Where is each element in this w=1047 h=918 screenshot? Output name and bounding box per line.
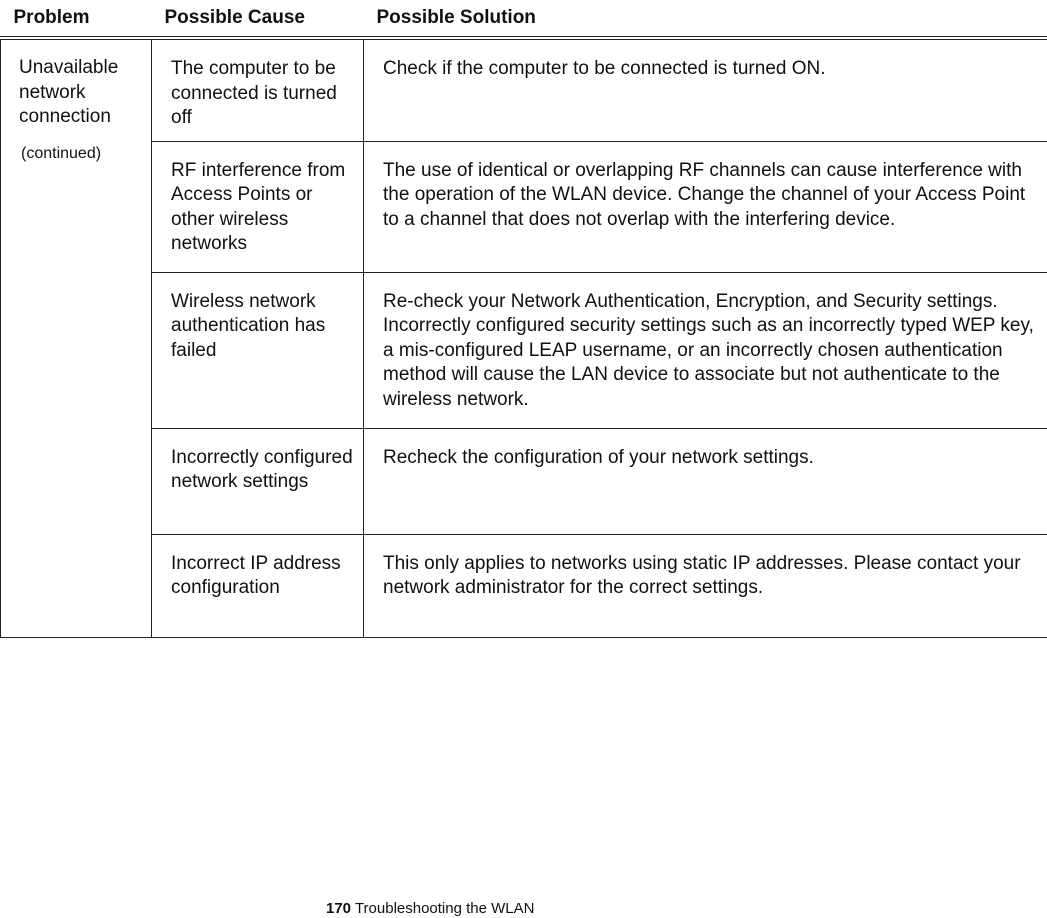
table-row (1, 428, 1047, 534)
header-possible-solution: Possible Solution (364, 0, 1047, 38)
cause-cell: The computer to be connected is turned off (152, 38, 364, 141)
header-possible-cause: Possible Cause (152, 0, 364, 38)
cause-cell: Incorrect IP address configuration (152, 534, 364, 637)
cause-cell: RF interference from Access Points or other wireless networks (152, 141, 364, 272)
page-footer (326, 900, 534, 918)
problem-label: Unavailable network connection (19, 57, 119, 127)
table-row (1, 534, 1047, 637)
solution-cell: Check if the computer to be connected is turned ON. (364, 38, 1047, 141)
cause-cell: Incorrectly configured network settings (152, 428, 364, 534)
continued-note: (continued) (21, 144, 102, 162)
footer-section-title: Troubleshooting the WLAN (354, 900, 535, 917)
solution-cell: This only applies to networks using static IP addresses. Please contact your network administrator for the correct settings. (364, 534, 1047, 637)
problem-cell (1, 38, 152, 637)
table-header-row (1, 0, 1047, 38)
table-row (1, 272, 1047, 428)
page-number: 170 (326, 900, 352, 917)
table-row (1, 141, 1047, 272)
cause-cell: Wireless network authentication has failed (152, 272, 364, 428)
solution-cell: Recheck the configuration of your network settings. (364, 428, 1047, 534)
solution-cell: Re-check your Network Authentication, Encryption, and Security settings. Incorrectly configured security settings such as an incorrectly typed WEP key, a mis-configured LEAP username, or an incorrectly chosen authentication method will cause the LAN device to associate but not authenticate to the wireless network. (364, 272, 1047, 428)
table-row (1, 38, 1047, 141)
header-problem: Problem (1, 0, 152, 38)
solution-cell: The use of identical or overlapping RF channels can cause interference with the operation of the WLAN device. Change the channel of your Access Point to a channel that does not overlap with the interfering device. (364, 141, 1047, 272)
